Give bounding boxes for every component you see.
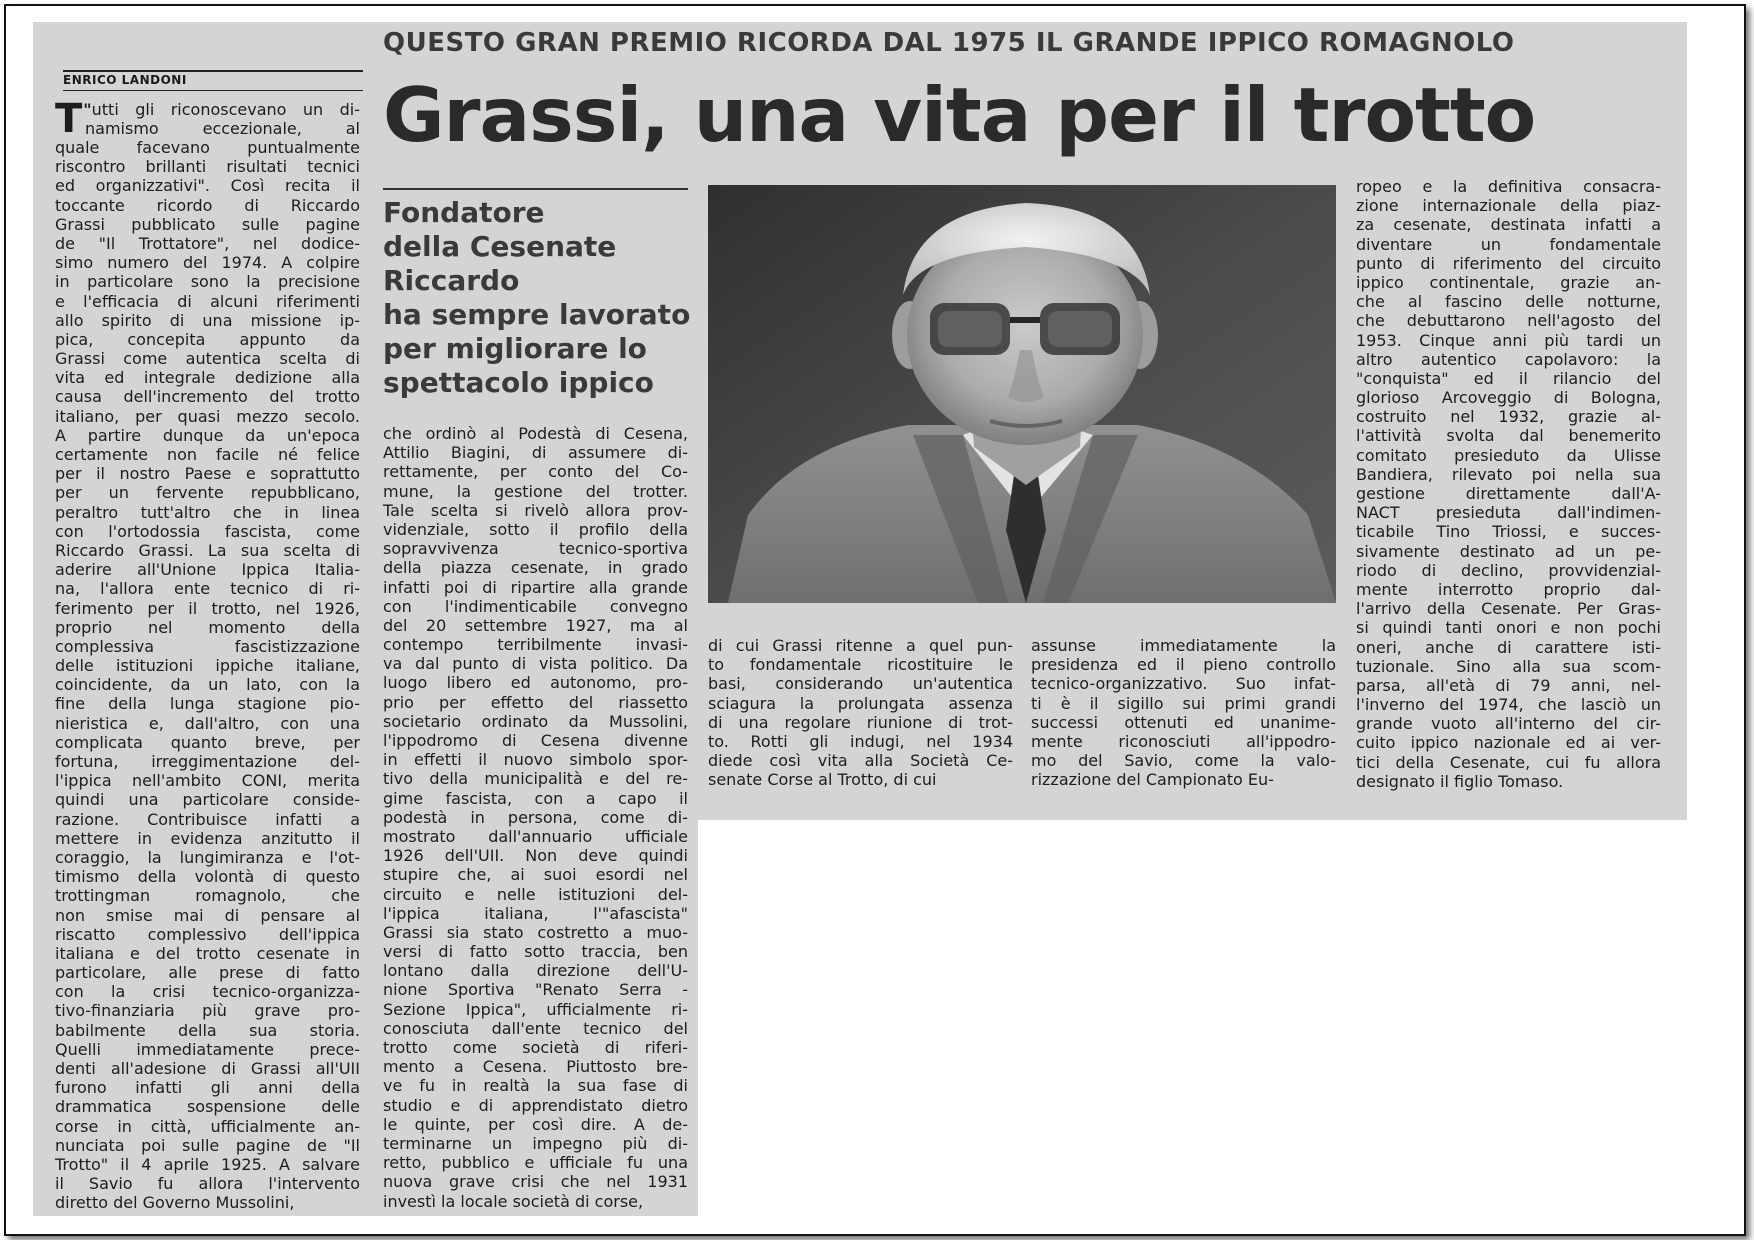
column-line: il Savio fu allora l'intervento	[55, 1174, 360, 1194]
column-line: razione. Contribuisce infatti a	[55, 809, 360, 829]
column-line: grande vuoto all'interno del cir-	[1356, 714, 1661, 734]
column-line: mente interrotto proprio dal-	[1356, 579, 1661, 599]
column-line: ippico continentale, grazie an-	[1356, 272, 1661, 292]
column-line: namismo eccezionale, al	[85, 119, 360, 139]
column-line: Grassi pubblicato sulle pagine	[55, 214, 360, 234]
column-line: videnziale, sotto il profilo della	[383, 519, 688, 539]
article-column-3	[708, 636, 1013, 790]
column-line: designato il figlio Tomaso.	[1356, 771, 1564, 791]
column-line: non smise mai di pensare al	[55, 905, 360, 925]
column-line: nunciata poi sulle pagine de "Il	[55, 1135, 360, 1155]
column-line: del 20 settembre 1927, ma al	[383, 615, 688, 635]
column-line: to. Rotti gli indugi, nel 1934	[708, 731, 1013, 751]
subhead-line: per migliorare lo	[383, 332, 647, 365]
column-line: italiano, per quasi mezzo secolo.	[55, 406, 360, 426]
column-line: lontano dalla direzione dell'U-	[383, 961, 688, 981]
article-column-2	[383, 424, 688, 1211]
column-line: za cesenate, destinata infatti a	[1356, 215, 1661, 235]
column-line: l'inverno del 1974, che lasciò un	[1356, 695, 1661, 715]
column-line: diventare un fondamentale	[1356, 234, 1661, 254]
column-line: prio per effetto del riassetto	[383, 692, 688, 712]
subhead-rule	[383, 188, 688, 190]
column-line: studio e di apprendistato dietro	[383, 1095, 688, 1115]
column-line: che debuttarono nell'agosto del	[1356, 311, 1661, 331]
column-line: mente riconosciuti all'ippodro-	[1031, 731, 1336, 751]
column-line: de "Il Trottatore", nel dodice-	[55, 233, 360, 253]
column-line: 1926 dell'UII. Non deve quindi	[383, 846, 688, 866]
column-line: presidenza ed il pieno controllo	[1031, 655, 1336, 675]
column-line: pica, concepita appunto da	[55, 329, 360, 349]
column-line: aderire all'Unione Ippica Italia-	[55, 560, 360, 580]
column-line: trotto come società di riferi-	[383, 1038, 688, 1057]
column-line: diretto del Governo Mussolini,	[55, 1193, 295, 1213]
subhead-line: spettacolo ippico	[383, 366, 654, 399]
column-line: di cui Grassi ritenne a quel pun-	[708, 636, 1013, 655]
column-line: particolare, alle prese di fatto	[55, 963, 360, 983]
column-line: coraggio, la lungimiranza e l'ot-	[55, 847, 360, 867]
column-line: retto, pubblico e ufficiale fu una	[383, 1153, 688, 1173]
column-line: terminarne un impegno più di-	[383, 1133, 688, 1153]
column-line: fine della lunga stagione pio-	[55, 694, 360, 714]
subhead-line: Riccardo	[383, 264, 520, 297]
column-line: ed organizzativi". Così recita il	[55, 176, 360, 196]
column-line: tici della Cesenate, cui fu allora	[1356, 752, 1661, 772]
article-column-4	[1031, 636, 1336, 790]
column-line: con l'indimenticabile convegno	[383, 596, 688, 616]
column-line: Sezione Ippica", ufficialmente ri-	[383, 999, 688, 1019]
column-line: societario ordinato da Mussolini,	[383, 711, 688, 731]
column-line: della piazza cesenate, in grado	[383, 558, 688, 578]
article-column-5	[1356, 177, 1661, 791]
column-line: investì la locale società di corse,	[383, 1191, 644, 1211]
column-line: Grassi sia stato costretto a muo-	[383, 922, 688, 942]
column-line: per un fervente repubblicano,	[55, 483, 360, 503]
column-line: riodo di declino, provvidenzial-	[1356, 560, 1661, 580]
opening-quote-mark: "	[83, 100, 92, 119]
column-line: ti è il sigillo sui primi grandi	[1031, 693, 1336, 713]
column-line: parsa, all'età di 79 anni, nel-	[1356, 675, 1661, 695]
column-line: 1953. Cinque anni più tardi un	[1356, 330, 1661, 350]
column-line: mune, la gestione del trotter.	[383, 481, 688, 501]
column-line: Quelli immediatamente prece-	[55, 1039, 360, 1059]
subhead	[383, 196, 693, 400]
column-line: Attilio Biagini, di assumere di-	[383, 443, 688, 463]
column-line: per il nostro Paese e soprattutto	[55, 464, 360, 484]
column-line: podestà in persona, come di-	[383, 807, 688, 827]
column-line: in particolare sono la precisione	[55, 272, 360, 292]
column-line: trottingman romagnolo, che	[55, 886, 360, 906]
column-line: va dal punto di vista politico. Da	[383, 654, 688, 674]
column-line: si quindi tanti onori e non pochi	[1356, 618, 1661, 638]
column-line: complicata quanto breve, per	[55, 732, 360, 752]
column-line: l'ippica italiana, l'"afascista"	[383, 903, 688, 923]
column-line: versi di fatto sotto traccia, ben	[383, 942, 688, 962]
column-line: "conquista" ed il rilancio del	[1356, 368, 1661, 388]
column-line: assunse immediatamente la	[1031, 636, 1336, 655]
column-line: costruito nel 1932, grazie al-	[1356, 407, 1661, 427]
column-line: allo spirito di una missione ip-	[55, 310, 360, 330]
column-line: A partire dunque da un'epoca	[55, 425, 360, 445]
column-line: NACT presieduta dall'indimen-	[1356, 503, 1661, 523]
subhead-line: della Cesenate	[383, 230, 617, 263]
column-line: ferimento per il trotto, nel 1926,	[55, 598, 360, 618]
column-line: successi ottenuti ed unanime-	[1031, 712, 1336, 732]
column-line: e l'efficacia di alcuni riferimenti	[55, 291, 360, 311]
column-line: mento a Cesena. Piuttosto bre-	[383, 1057, 688, 1077]
column-line: nione Sportiva "Renato Serra -	[383, 980, 688, 1000]
column-line: circuito e nelle istituzioni del-	[383, 884, 688, 904]
column-line: gestione direttamente dall'A-	[1356, 484, 1661, 503]
drop-cap-letter: T	[55, 96, 83, 142]
byline-rule-top	[63, 70, 363, 72]
column-line: di una regolare riunione di trot-	[708, 712, 1013, 732]
column-line: ticabile Tino Triossi, e succes-	[1356, 522, 1661, 542]
column-line: basi, considerando un'autentica	[708, 674, 1013, 694]
column-line: con la crisi tecnico-organizza-	[55, 982, 360, 1002]
column-line: rizzazione del Campionato Eu-	[1031, 770, 1274, 790]
column-line: sciagura la prolungata assenza	[708, 693, 1013, 713]
column-line: conosciuta dall'ente tecnico del	[383, 1018, 688, 1038]
column-line: comitato presieduto da Ulisse	[1356, 445, 1661, 465]
column-line: coincidente, da un lato, con la	[55, 675, 360, 695]
column-line: corse in città, ufficialmente an-	[55, 1116, 360, 1136]
column-line: riscatto complessivo dell'ippica	[55, 924, 360, 944]
column-line: peraltro tutt'altro che in linea	[55, 502, 360, 522]
column-line: tivo-finanziaria più grave pro-	[55, 1001, 360, 1021]
column-line: oneri, anche di carattere isti-	[1356, 637, 1661, 657]
kicker-headline: QUESTO GRAN PREMIO RICORDA DAL 1975 IL GRANDE IPPICO ROMAGNOLO	[383, 28, 1515, 58]
article-column-1-body	[55, 138, 360, 1213]
main-headline: Grassi, una vita per il trotto	[383, 71, 1536, 159]
column-line: ropeo e la definitiva consacra-	[1356, 177, 1661, 196]
column-line: quale facevano puntualmente	[55, 138, 360, 157]
column-line: che ordinò al Podestà di Cesena,	[383, 424, 688, 443]
column-line: l'ippica nell'ambito CONI, merita	[55, 771, 360, 791]
column-line: l'ippodromo di Cesena divenne	[383, 731, 688, 750]
column-line: Grassi come autentica scelta di	[55, 349, 360, 369]
subhead-line: ha sempre lavorato	[383, 298, 691, 331]
column-line: ve fu in realtà la sua fase di	[383, 1076, 688, 1096]
column-line: l'attività svolta dal benemerito	[1356, 426, 1661, 446]
column-line: infatti poi di ripartire alla grande	[383, 577, 688, 597]
column-line: zione internazionale della piaz-	[1356, 196, 1661, 216]
column-line: altro autentico capolavoro: la	[1356, 349, 1661, 369]
column-line: tuzionale. Sino alla sua scom-	[1356, 656, 1661, 676]
column-line: Riccardo Grassi. La sua scelta di	[55, 540, 360, 560]
portrait-image	[708, 185, 1336, 603]
column-line: complessiva fascistizzazione	[55, 636, 360, 656]
column-line: vita ed integrale dedizione alla	[55, 368, 360, 388]
column-line: simo numero del 1974. A colpire	[55, 253, 360, 273]
column-line: quindi una particolare conside-	[55, 790, 360, 810]
column-line: causa dell'incremento del trotto	[55, 387, 360, 407]
column-line: sopravvivenza tecnico-sportiva	[383, 539, 688, 559]
column-line: mostrato dall'annuario ufficiale	[383, 826, 688, 846]
column-line: certamente non facile né felice	[55, 445, 360, 464]
article-column-1	[55, 96, 360, 142]
column-line: nieristica e, dall'altro, con una	[55, 713, 360, 733]
column-line: Tale scelta si rivelò allora prov-	[383, 500, 688, 520]
column-line: delle istituzioni ippiche italiane,	[55, 656, 360, 676]
column-line: tivo della municipalità e del re-	[383, 769, 688, 789]
column-line: na, l'allora ente tecnico di ri-	[55, 579, 360, 599]
column-line: toccante ricordo di Riccardo	[55, 195, 360, 215]
column-line: contempo terribilmente invasi-	[383, 635, 688, 655]
column-line: riscontro brillanti risultati tecnici	[55, 157, 360, 177]
column-line: l'arrivo della Cesenate. Per Gras-	[1356, 599, 1661, 619]
column-line: in effetti il nuovo simbolo spor-	[383, 750, 688, 770]
column-line: rettamente, per conto del Co-	[383, 462, 688, 482]
byline-rule-bottom	[63, 90, 363, 91]
column-line: le quinte, per così dire. A de-	[383, 1114, 688, 1134]
column-line: italiana e del trotto cesenate in	[55, 943, 360, 963]
column-line: mettere in evidenza anzitutto il	[55, 828, 360, 848]
byline: ENRICO LANDONI	[63, 73, 187, 87]
column-line: glorioso Arcoveggio di Bologna,	[1356, 388, 1661, 408]
column-line: furono infatti gli anni della	[55, 1078, 360, 1098]
portrait-photo	[708, 185, 1336, 603]
column-line: denti all'adesione di Grassi all'UII	[55, 1059, 360, 1078]
column-line: proprio nel momento della	[55, 617, 360, 637]
column-line: stupire che, ai suoi esordi nel	[383, 865, 688, 885]
column-line: punto di riferimento del circuito	[1356, 253, 1661, 273]
column-line: senate Corse al Trotto, di cui	[708, 770, 937, 790]
column-line: sivamente destinato ad un pe-	[1356, 541, 1661, 561]
column-line: mo del Savio, come la valo-	[1031, 751, 1336, 771]
column-line-text: utti gli riconoscevano un di-	[91, 100, 360, 119]
column-line: Bandiera, rilevato poi nella sua	[1356, 464, 1661, 484]
subhead-line: Fondatore	[383, 196, 545, 229]
column-line: luogo libero ed autonomo, pro-	[383, 673, 688, 693]
column-line: che al fascino delle notturne,	[1356, 292, 1661, 312]
column-line: fortuna, irreggimentazione del-	[55, 752, 360, 771]
column-line: drammatica sospensione delle	[55, 1097, 360, 1117]
column-line: babilmente della sua storia.	[55, 1020, 360, 1040]
column-line: cuito ippico nazionale ed ai ver-	[1356, 733, 1661, 753]
column-line: timismo della volontà di questo	[55, 867, 360, 887]
column-line: Trotto" il 4 aprile 1925. A salvare	[55, 1154, 360, 1174]
column-line: con l'ortodossia fascista, come	[55, 521, 360, 541]
column-line: nuova grave crisi che nel 1931	[383, 1172, 688, 1192]
column-line: diede così vita alla Società Ce-	[708, 751, 1013, 771]
column-line: to fondamentale ricostituire le	[708, 655, 1013, 675]
column-line: gime fascista, con a capo il	[383, 788, 688, 808]
column-line: tecnico-organizzativo. Suo infat-	[1031, 674, 1336, 694]
